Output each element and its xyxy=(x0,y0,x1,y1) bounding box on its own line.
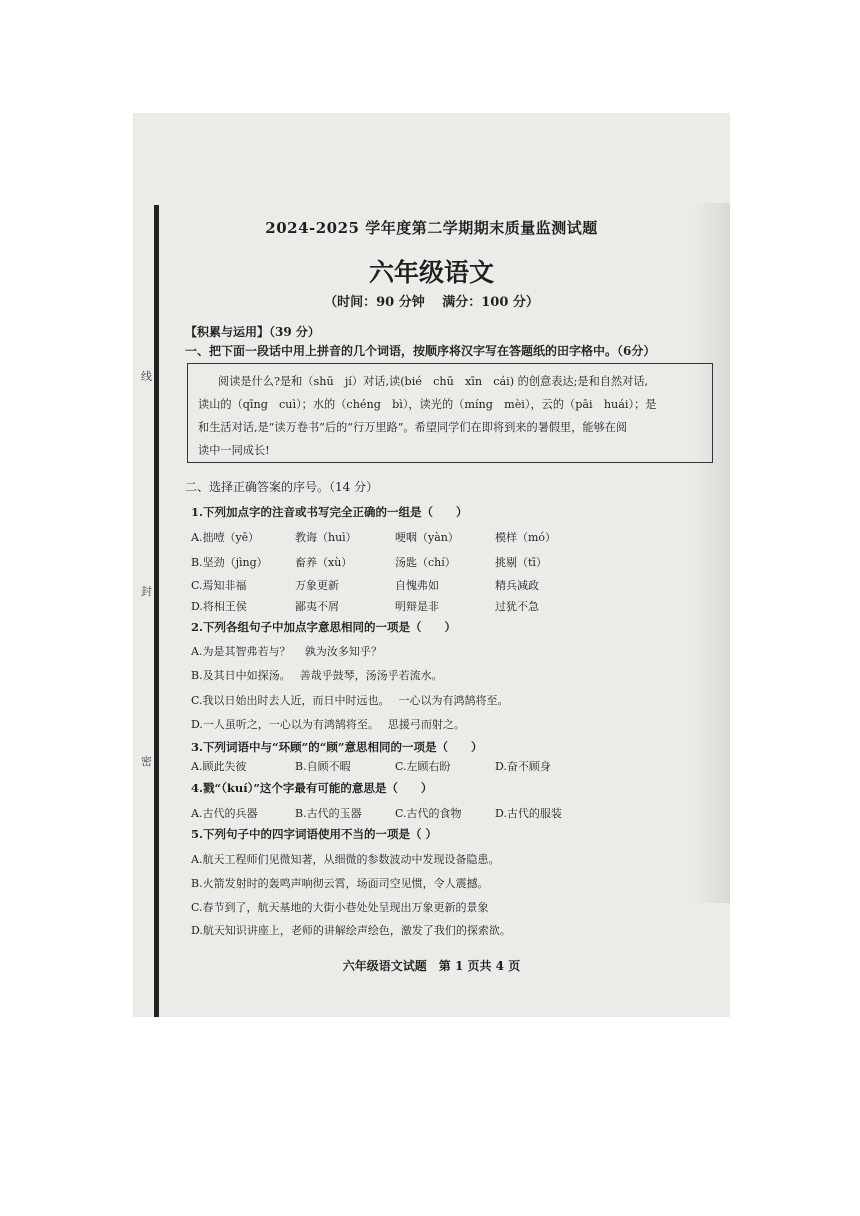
option: D.将相王侯 xyxy=(191,600,247,613)
option: D.古代的服装 xyxy=(495,807,562,820)
option: A.古代的兵器 xyxy=(191,807,258,820)
binding-label-secret: 密 xyxy=(141,755,152,768)
option: 哽咽（yàn） xyxy=(395,531,459,544)
passage-line: 读中一同成长! xyxy=(198,444,270,457)
question-stem: 1.下列加点字的注音或书写完全正确的一组是（ ） xyxy=(191,505,468,519)
option: C.左顾右盼 xyxy=(395,760,451,773)
option: 过犹不急 xyxy=(495,600,539,613)
option: D.奋不顾身 xyxy=(495,760,551,773)
exam-title: 2024-2025 学年度第二学期期末质量监测试题 xyxy=(265,219,598,237)
binding-label-seal: 封 xyxy=(141,585,152,598)
passage-line: 读山的（qīng cuì）；水的（chéng bì），读光的（míng mèi），云的（pāi huái）；是 xyxy=(198,398,657,411)
option: B.火箭发射时的轰鸣声响彻云霄，场面司空见惯，令人震撼。 xyxy=(191,877,489,890)
option: 汤匙（chí） xyxy=(395,556,456,569)
option: 畜养（xù） xyxy=(295,556,353,569)
passage-line: 阅读是什么?是和（shū jí）对话,读(bié chū xīn cái) 的创意表达;是和自然对话, xyxy=(218,375,649,388)
option: D.航天知识讲座上，老师的讲解绘声绘色，激发了我们的探索欲。 xyxy=(191,924,511,937)
option: 教诲（huì） xyxy=(295,531,357,544)
option: C.我以日始出时去人近，而日中时远也。 一心以为有鸿鹄将至。 xyxy=(191,694,509,707)
option: C.春节到了，航天基地的大街小巷处处呈现出万象更新的景象 xyxy=(191,901,489,914)
option: 自愧弗如 xyxy=(395,579,439,592)
option: B.及其日中如探汤。 善哉乎鼓琴，汤汤乎若流水。 xyxy=(191,669,443,682)
option: 鄙夷不屑 xyxy=(295,600,339,613)
option: 万象更新 xyxy=(295,579,339,592)
exam-paper xyxy=(133,113,730,1017)
option: 模样（mó） xyxy=(495,531,557,544)
question-stem: 2.下列各组句子中加点字意思相同的一项是（ ） xyxy=(191,620,457,634)
option: A.拙噎（yē） xyxy=(191,531,260,544)
question-1-instruction: 一、把下面一段话中用上拼音的几个词语，按顺序将汉字写在答题纸的田字格中。（6分） xyxy=(185,344,656,358)
question-stem: 5.下列句子中的四字词语使用不当的一项是（ ） xyxy=(191,827,438,841)
binding-line xyxy=(154,205,159,1017)
option: A.航天工程师们见微知著，从细微的参数波动中发现设备隐患。 xyxy=(191,853,500,866)
question-stem: 4.戮“（kuí）”这个字最有可能的意思是（ ） xyxy=(191,781,433,795)
question-stem: 3.下列词语中与“环顾”的“顾”意思相同的一项是（ ） xyxy=(191,740,483,754)
option: C.古代的食物 xyxy=(395,807,462,820)
option: B.自顾不暇 xyxy=(295,760,351,773)
option: 精兵减政 xyxy=(495,579,539,592)
section-heading-accumulation: 【积累与运用】（39 分） xyxy=(185,325,320,339)
option: A.顾此失彼 xyxy=(191,760,247,773)
passage-box xyxy=(187,363,713,463)
option: B.坚劲（jìng） xyxy=(191,556,268,569)
option: C.焉知非福 xyxy=(191,579,247,592)
option: 明辩是非 xyxy=(395,600,439,613)
section-heading-choice: 二、选择正确答案的序号。（14 分） xyxy=(185,480,379,494)
option: D.一人虽听之，一心以为有鸿鹄将至。 思援弓而射之。 xyxy=(191,718,465,731)
exam-meta: （时间：90 分钟 满分：100 分） xyxy=(324,295,539,310)
passage-line: 和生活对话,是“读万卷书”后的“行万里路”。希望同学们在即将到来的暑假里，能够在阅 xyxy=(198,421,628,434)
option: B.古代的玉器 xyxy=(295,807,362,820)
page-footer: 六年级语文试题 第 1 页共 4 页 xyxy=(342,959,521,973)
subject-title: 六年级语文 xyxy=(368,258,494,287)
binding-label-line: 线 xyxy=(141,370,152,383)
option: 挑剔（tī） xyxy=(495,556,547,569)
option: A.为是其智弗若与？ 孰为汝多知乎？ xyxy=(191,645,382,658)
